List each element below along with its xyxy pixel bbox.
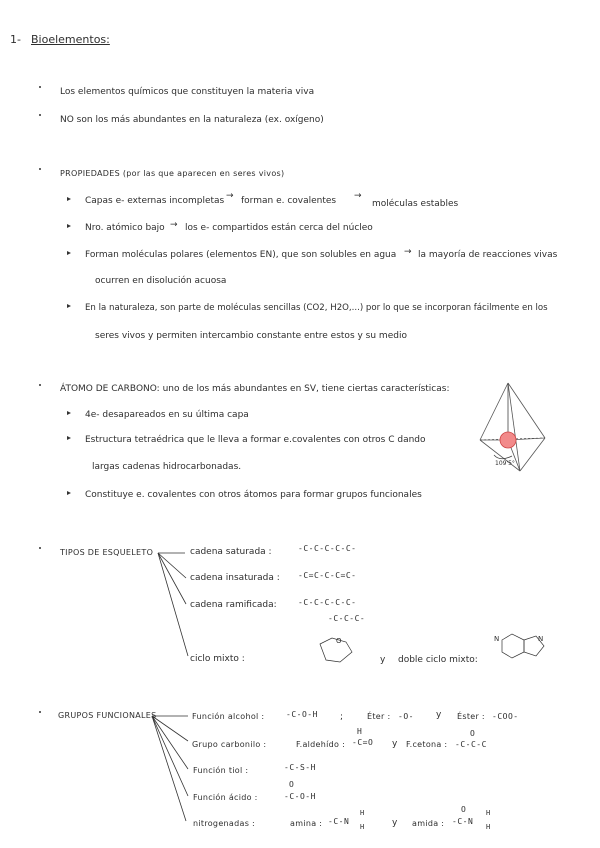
connector-y: y: [380, 655, 386, 665]
carbono-item-2b: largas cadenas hidrocarbonadas.: [92, 462, 242, 472]
cetona-label: F.cetona :: [406, 740, 448, 749]
func-alcohol-label: Función alcohol :: [192, 712, 265, 721]
func-carbonilo-label: Grupo carbonilo :: [192, 740, 267, 749]
prop-3-line2: ocurren en disolución acuosa: [95, 276, 227, 286]
doble-ciclo-label: doble ciclo mixto:: [398, 655, 478, 665]
arrow-icon: →: [170, 220, 178, 230]
ring-oxygen: O: [336, 637, 342, 645]
func-alcohol-formula: -C-O-H: [286, 710, 318, 719]
aldehido-top: H: [357, 727, 363, 736]
esqueleto-heading: TIPOS DE ESQUELETO: [60, 548, 154, 557]
amida-label: amida :: [412, 819, 445, 828]
prop-4-line2: seres vivos y permiten intercambio constante entre estos y su medio: [95, 331, 407, 341]
prop-2a: Nro. atómico bajo: [85, 223, 165, 233]
esq-saturada-label: cadena saturada :: [190, 547, 272, 557]
section-number: 1-: [10, 33, 21, 46]
prop-2b: los e- compartidos están cerca del núcleo: [185, 223, 373, 233]
amida-formula: -C-N: [452, 817, 474, 826]
prop-1b: forman e. covalentes: [241, 196, 337, 206]
ring-nitrogen-1: N: [494, 635, 500, 643]
esq-insaturada-formula: -C=C-C-C=C-: [298, 571, 357, 580]
cetona-top: O: [470, 729, 476, 738]
aldehido-formula: -C=O: [352, 738, 374, 747]
carbono-heading: ÁTOMO DE CARBONO: uno de los más abundantes en SV, tiene ciertas características:: [60, 384, 450, 394]
amina-h1: H: [360, 809, 365, 817]
arrow-icon: →: [404, 247, 412, 257]
acido-top: O: [289, 780, 295, 789]
prop-1c: moléculas estables: [372, 199, 459, 209]
amida-top: O: [461, 805, 467, 814]
connector-y: y: [436, 710, 442, 720]
arrow-icon: →: [354, 191, 362, 201]
esq-insaturada-label: cadena insaturada :: [190, 573, 280, 583]
acido-formula: -C-O-H: [284, 792, 316, 801]
amina-h2: H: [360, 823, 365, 831]
ester-label: Éster :: [457, 712, 485, 721]
amina-formula: -C-N: [328, 817, 350, 826]
aldehido-label: F.aldehído :: [296, 740, 346, 749]
prop-3-line1b: la mayoría de reacciones vivas: [418, 250, 558, 260]
connector-y: y: [392, 818, 398, 828]
ester-formula: -COO-: [492, 712, 519, 721]
bond-angle: 109'5°: [495, 460, 515, 467]
intro-line-1: Los elementos químicos que constituyen la materia viva: [60, 87, 315, 97]
arrow-icon: →: [226, 191, 234, 201]
funcionales-heading: GRUPOS FUNCIONALES: [58, 711, 157, 720]
amina-label: amina :: [290, 819, 323, 828]
esq-ramificada-label: cadena ramificada:: [190, 600, 277, 610]
carbono-item-3: Constituye e. covalentes con otros átomos para formar grupos funcionales: [85, 490, 422, 500]
esq-ramificada-formula-2: -C-C-C-: [328, 614, 366, 623]
func-nitrogenadas-label: nitrogenadas :: [193, 819, 255, 828]
eter-label: Éter :: [367, 712, 391, 721]
amida-h1: H: [486, 809, 491, 817]
page-title: Bioelementos:: [31, 33, 110, 46]
esq-ciclo-label: ciclo mixto :: [190, 654, 245, 664]
connector-y: y: [392, 739, 398, 749]
ring-nitrogen-2: N: [538, 635, 544, 643]
func-tiol-label: Función tiol :: [193, 766, 249, 775]
prop-3-line1: Forman moléculas polares (elementos EN), que son solubles en agua: [85, 250, 397, 260]
tiol-formula: -C-S-H: [284, 763, 316, 772]
carbono-item-1: 4e- desapareados en su última capa: [85, 410, 249, 420]
prop-1a: Capas e- externas incompletas: [85, 196, 225, 206]
amida-h2: H: [486, 823, 491, 831]
carbono-item-2: Estructura tetraédrica que le lleva a formar e.covalentes con otros C dando: [85, 435, 426, 445]
prop-4-line1: En la naturaleza, son parte de moléculas sencillas (CO2, H2O,...) por lo que se incorporan fácilmente en los: [85, 303, 548, 313]
esq-saturada-formula: -C-C-C-C-C-: [298, 544, 357, 553]
cetona-formula: -C-C-C: [455, 740, 487, 749]
esq-ramificada-formula: -C-C-C-C-C-: [298, 598, 357, 607]
propiedades-heading: PROPIEDADES (por las que aparecen en seres vivos): [60, 169, 285, 178]
separator: ;: [340, 712, 344, 722]
func-acido-label: Función ácido :: [193, 793, 258, 802]
intro-line-2: NO son los más abundantes en la naturaleza (ex. oxígeno): [60, 115, 324, 125]
eter-formula: -O-: [398, 712, 414, 721]
